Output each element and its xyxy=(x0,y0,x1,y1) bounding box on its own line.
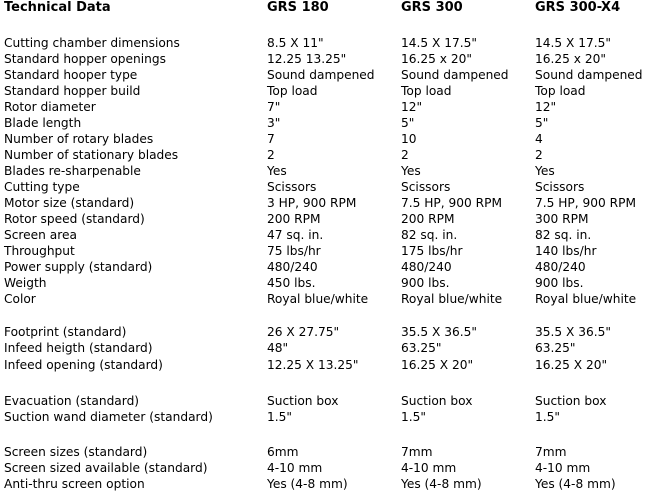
value-grs-180: 7 xyxy=(267,132,275,146)
value-grs-180: 6mm xyxy=(267,445,299,459)
model-header-grs-180: GRS 180 xyxy=(267,0,329,15)
value-grs-180: 2 xyxy=(267,148,275,162)
value-grs-300-x4: 82 sq. in. xyxy=(535,228,592,242)
table-row xyxy=(0,460,655,476)
value-grs-300: 7.5 HP, 900 RPM xyxy=(401,196,502,210)
table-row xyxy=(0,393,655,409)
spec-label: Standard hooper type xyxy=(4,68,138,82)
value-grs-300-x4: 4-10 mm xyxy=(535,461,591,475)
spec-label: Blade length xyxy=(4,116,82,130)
spec-label: Throughput xyxy=(4,244,75,258)
table-row xyxy=(0,324,655,340)
table-row xyxy=(0,163,655,179)
value-grs-180: 3" xyxy=(267,116,281,130)
value-grs-180: 480/240 xyxy=(267,260,318,274)
value-grs-180: 12.25 13.25" xyxy=(267,52,347,66)
value-grs-300-x4: 4 xyxy=(535,132,543,146)
spec-label: Rotor speed (standard) xyxy=(4,212,145,226)
value-grs-300: Suction box xyxy=(401,394,473,408)
value-grs-300: 12" xyxy=(401,100,423,114)
value-grs-300: 4-10 mm xyxy=(401,461,457,475)
value-grs-300-x4: 63.25" xyxy=(535,341,576,355)
table-row xyxy=(0,357,655,373)
table-title: Technical Data xyxy=(4,0,111,15)
spec-label: Cutting chamber dimensions xyxy=(4,36,180,50)
spec-label: Suction wand diameter (standard) xyxy=(4,410,213,424)
value-grs-300: 16.25 x 20" xyxy=(401,52,472,66)
table-row xyxy=(0,259,655,275)
value-grs-300: Yes xyxy=(401,164,421,178)
value-grs-300-x4: 480/240 xyxy=(535,260,586,274)
table-row xyxy=(0,131,655,147)
value-grs-300-x4: Suction box xyxy=(535,394,607,408)
spec-label: Rotor diameter xyxy=(4,100,96,114)
value-grs-300-x4: Yes xyxy=(535,164,555,178)
table-row xyxy=(0,51,655,67)
value-grs-300: Royal blue/white xyxy=(401,292,503,306)
value-grs-180: 47 sq. in. xyxy=(267,228,324,242)
value-grs-300: 63.25" xyxy=(401,341,442,355)
table-row xyxy=(0,195,655,211)
value-grs-300: 16.25 X 20" xyxy=(401,358,474,372)
spec-label: Infeed heigth (standard) xyxy=(4,341,153,355)
value-grs-180: Scissors xyxy=(267,180,317,194)
model-header-grs-300: GRS 300 xyxy=(401,0,463,15)
value-grs-180: Yes (4-8 mm) xyxy=(267,477,348,491)
value-grs-300: 82 sq. in. xyxy=(401,228,458,242)
value-grs-300: 200 RPM xyxy=(401,212,455,226)
value-grs-300-x4: 1.5" xyxy=(535,410,560,424)
spec-label: Number of stationary blades xyxy=(4,148,179,162)
value-grs-300-x4: 12" xyxy=(535,100,557,114)
value-grs-180: Suction box xyxy=(267,394,339,408)
value-grs-300-x4: 16.25 x 20" xyxy=(535,52,606,66)
spec-label: Color xyxy=(4,292,36,306)
value-grs-180: 48" xyxy=(267,341,289,355)
value-grs-300: 2 xyxy=(401,148,409,162)
value-grs-180: 26 X 27.75" xyxy=(267,325,340,339)
value-grs-180: 450 lbs. xyxy=(267,276,316,290)
value-grs-180: 3 HP, 900 RPM xyxy=(267,196,357,210)
table-row xyxy=(0,211,655,227)
value-grs-180: 12.25 X 13.25" xyxy=(267,358,359,372)
spec-label: Screen sized available (standard) xyxy=(4,461,208,475)
value-grs-300-x4: Yes (4-8 mm) xyxy=(535,477,616,491)
spec-label: Motor size (standard) xyxy=(4,196,135,210)
spec-label: Evacuation (standard) xyxy=(4,394,140,408)
table-row xyxy=(0,83,655,99)
spec-label: Standard hopper openings xyxy=(4,52,166,66)
value-grs-300: 7mm xyxy=(401,445,433,459)
value-grs-300-x4: 2 xyxy=(535,148,543,162)
table-row xyxy=(0,243,655,259)
spec-label: Footprint (standard) xyxy=(4,325,127,339)
table-row xyxy=(0,67,655,83)
value-grs-180: 7" xyxy=(267,100,281,114)
value-grs-300-x4: 5" xyxy=(535,116,549,130)
value-grs-180: Yes xyxy=(267,164,287,178)
value-grs-300: 1.5" xyxy=(401,410,426,424)
table-row xyxy=(0,444,655,460)
value-grs-180: 1.5" xyxy=(267,410,292,424)
value-grs-300: Yes (4-8 mm) xyxy=(401,477,482,491)
value-grs-180: Top load xyxy=(267,84,318,98)
table-row xyxy=(0,227,655,243)
value-grs-180: 8.5 X 11" xyxy=(267,36,324,50)
value-grs-300: Sound dampened xyxy=(401,68,509,82)
value-grs-300: Top load xyxy=(401,84,452,98)
value-grs-300: 35.5 X 36.5" xyxy=(401,325,477,339)
spec-label: Infeed opening (standard) xyxy=(4,358,163,372)
value-grs-300: 175 lbs/hr xyxy=(401,244,463,258)
value-grs-300-x4: 900 lbs. xyxy=(535,276,584,290)
table-row xyxy=(0,99,655,115)
value-grs-300: 10 xyxy=(401,132,417,146)
value-grs-300-x4: Royal blue/white xyxy=(535,292,637,306)
value-grs-300: 900 lbs. xyxy=(401,276,450,290)
value-grs-180: 200 RPM xyxy=(267,212,321,226)
value-grs-300-x4: Top load xyxy=(535,84,586,98)
value-grs-180: 75 lbs/hr xyxy=(267,244,321,258)
table-row xyxy=(0,147,655,163)
table-row xyxy=(0,275,655,291)
spec-label: Anti-thru screen option xyxy=(4,477,145,491)
spec-label: Cutting type xyxy=(4,180,80,194)
value-grs-300: 14.5 X 17.5" xyxy=(401,36,477,50)
value-grs-300-x4: 7.5 HP, 900 RPM xyxy=(535,196,636,210)
table-row xyxy=(0,35,655,51)
value-grs-180: 4-10 mm xyxy=(267,461,323,475)
value-grs-300: 5" xyxy=(401,116,415,130)
value-grs-300-x4: Sound dampened xyxy=(535,68,643,82)
table-row xyxy=(0,340,655,356)
table-row xyxy=(0,115,655,131)
value-grs-300: 480/240 xyxy=(401,260,452,274)
value-grs-180: Royal blue/white xyxy=(267,292,369,306)
table-row xyxy=(0,409,655,425)
spec-label: Weigth xyxy=(4,276,47,290)
value-grs-180: Sound dampened xyxy=(267,68,375,82)
value-grs-300-x4: 140 lbs/hr xyxy=(535,244,597,258)
value-grs-300: Scissors xyxy=(401,180,451,194)
table-row xyxy=(0,291,655,307)
value-grs-300-x4: Scissors xyxy=(535,180,585,194)
model-header-grs-300-x4: GRS 300-X4 xyxy=(535,0,621,15)
table-row xyxy=(0,476,655,492)
spec-label: Number of rotary blades xyxy=(4,132,154,146)
value-grs-300-x4: 16.25 X 20" xyxy=(535,358,608,372)
spec-label: Screen area xyxy=(4,228,77,242)
spec-label: Power supply (standard) xyxy=(4,260,153,274)
spec-label: Standard hopper build xyxy=(4,84,141,98)
value-grs-300-x4: 300 RPM xyxy=(535,212,589,226)
value-grs-300-x4: 14.5 X 17.5" xyxy=(535,36,611,50)
spec-label: Blades re-sharpenable xyxy=(4,164,141,178)
table-row xyxy=(0,179,655,195)
value-grs-300-x4: 7mm xyxy=(535,445,567,459)
value-grs-300-x4: 35.5 X 36.5" xyxy=(535,325,611,339)
spec-label: Screen sizes (standard) xyxy=(4,445,148,459)
